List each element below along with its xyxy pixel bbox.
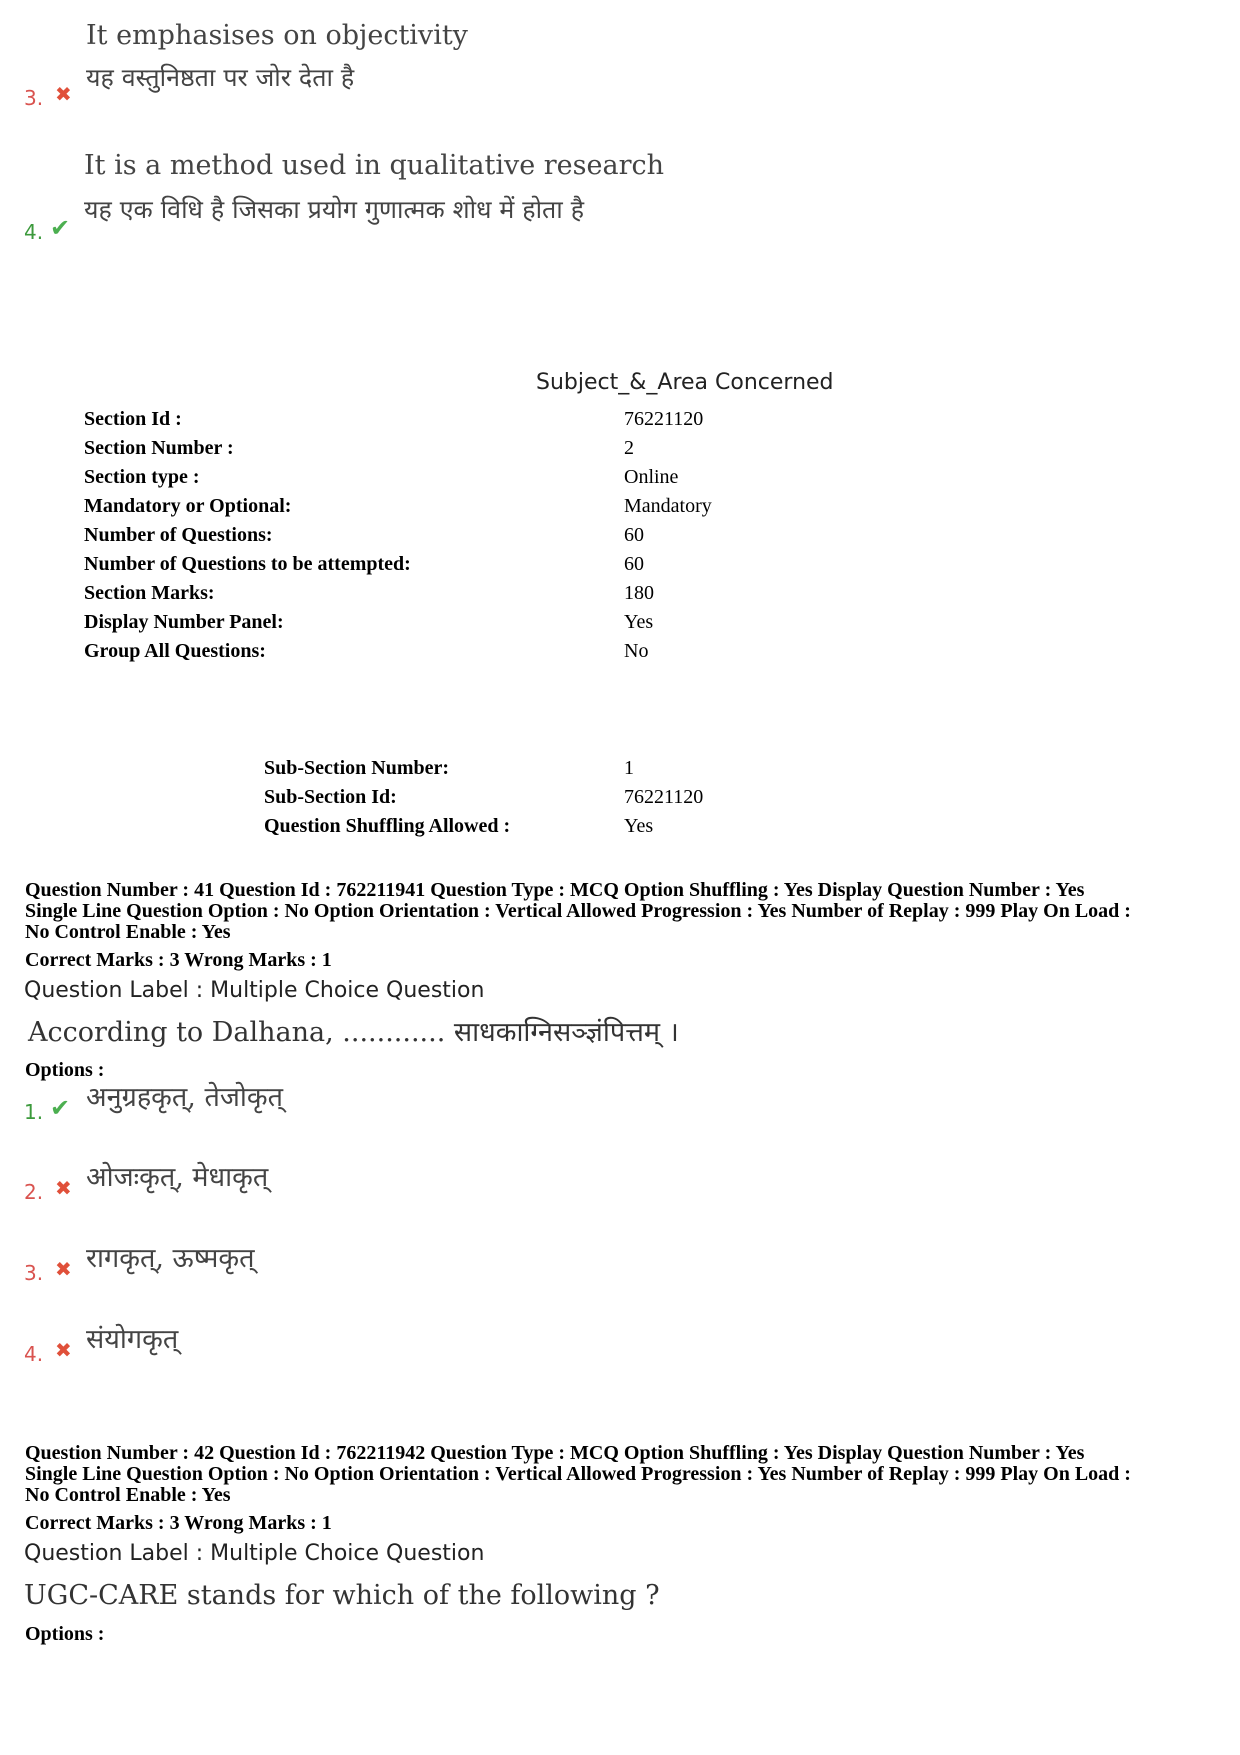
cross-icon: ✖ xyxy=(55,82,72,106)
q41-option-1-text: अनुग्रहकृत्, तेजोकृत् xyxy=(86,1082,284,1113)
q42-question-text: UGC-CARE stands for which of the following ? xyxy=(24,1580,660,1611)
q41-option-4-text: संयोगकृत् xyxy=(86,1324,179,1355)
q41-marks: Correct Marks : 3 Wrong Marks : 1 xyxy=(25,949,332,971)
section-type-value: Online xyxy=(624,466,679,488)
section-id-key: Section Id : xyxy=(84,408,182,430)
q41-label: Question Label : Multiple Choice Question xyxy=(24,978,485,1003)
q41-question-text: According to Dalhana, ............ साधकाग्निसञ्ज्ञंपित्तम् । xyxy=(28,1017,679,1048)
check-icon: ✔ xyxy=(50,1094,71,1122)
q41-option-4-number: 4. xyxy=(24,1342,44,1366)
q41-option-1-number: 1. xyxy=(24,1100,44,1124)
q41-option-3-text: रागकृत्, ऊष्मकृत् xyxy=(86,1243,255,1274)
cross-icon: ✖ xyxy=(55,1338,72,1362)
num-questions-value: 60 xyxy=(624,524,644,546)
display-panel-key: Display Number Panel: xyxy=(84,611,284,633)
shuffling-value: Yes xyxy=(624,815,654,837)
q41-meta-line-2: Single Line Question Option : No Option Orientation : Vertical Allowed Progression : Yes Number of Replay : 999 Play On Load : xyxy=(25,900,1131,922)
section-type-key: Section type : xyxy=(84,466,200,488)
num-attempt-value: 60 xyxy=(624,553,644,575)
q42-options-heading: Options : xyxy=(25,1623,105,1645)
mandatory-value: Mandatory xyxy=(624,495,712,517)
q42-meta-line-2: Single Line Question Option : No Option Orientation : Vertical Allowed Progression : Yes Number of Replay : 999 Play On Load : xyxy=(25,1463,1131,1485)
section-marks-value: 180 xyxy=(624,582,654,604)
subsection-id-value: 76221120 xyxy=(624,786,704,808)
shuffling-key: Question Shuffling Allowed : xyxy=(264,815,511,837)
section-number-key: Section Number : xyxy=(84,437,234,459)
q42-meta-line-3: No Control Enable : Yes xyxy=(25,1484,231,1506)
q41-meta-line-1: Question Number : 41 Question Id : 762211941 Question Type : MCQ Option Shuffling : Yes Display Question Number : Yes xyxy=(25,879,1085,901)
group-questions-value: No xyxy=(624,640,649,662)
q42-meta-line-1: Question Number : 42 Question Id : 762211942 Question Type : MCQ Option Shuffling : Yes Display Question Number : Yes xyxy=(25,1442,1085,1464)
cross-icon: ✖ xyxy=(55,1176,72,1200)
q41-options-heading: Options : xyxy=(25,1059,105,1081)
q41-option-2-number: 2. xyxy=(24,1180,44,1204)
check-icon: ✔ xyxy=(50,214,71,242)
subsection-id-key: Sub-Section Id: xyxy=(264,786,397,808)
prev-option-3-hindi: यह वस्तुनिष्ठता पर जोर देता है xyxy=(86,63,355,92)
group-questions-key: Group All Questions: xyxy=(84,640,266,662)
mandatory-key: Mandatory or Optional: xyxy=(84,495,292,517)
section-number-value: 2 xyxy=(624,437,634,459)
cross-icon: ✖ xyxy=(55,1257,72,1281)
q42-label: Question Label : Multiple Choice Question xyxy=(24,1541,485,1566)
section-marks-key: Section Marks: xyxy=(84,582,215,604)
num-questions-key: Number of Questions: xyxy=(84,524,273,546)
section-heading: Subject_&_Area Concerned xyxy=(536,370,834,395)
q41-option-3-number: 3. xyxy=(24,1261,44,1285)
subsection-number-key: Sub-Section Number: xyxy=(264,757,450,779)
prev-option-3-number: 3. xyxy=(24,86,44,110)
prev-option-4-english: It is a method used in qualitative research xyxy=(84,150,665,181)
section-id-value: 76221120 xyxy=(624,408,704,430)
num-attempt-key: Number of Questions to be attempted: xyxy=(84,553,411,575)
display-panel-value: Yes xyxy=(624,611,654,633)
q42-marks: Correct Marks : 3 Wrong Marks : 1 xyxy=(25,1512,332,1534)
q41-meta-line-3: No Control Enable : Yes xyxy=(25,921,231,943)
prev-option-4-hindi: यह एक विधि है जिसका प्रयोग गुणात्मक शोध में होता है xyxy=(84,195,584,224)
subsection-number-value: 1 xyxy=(624,757,634,779)
prev-option-3-english: It emphasises on objectivity xyxy=(86,20,468,51)
prev-option-4-number: 4. xyxy=(24,220,44,244)
q41-option-2-text: ओजःकृत्, मेधाकृत् xyxy=(86,1162,269,1193)
